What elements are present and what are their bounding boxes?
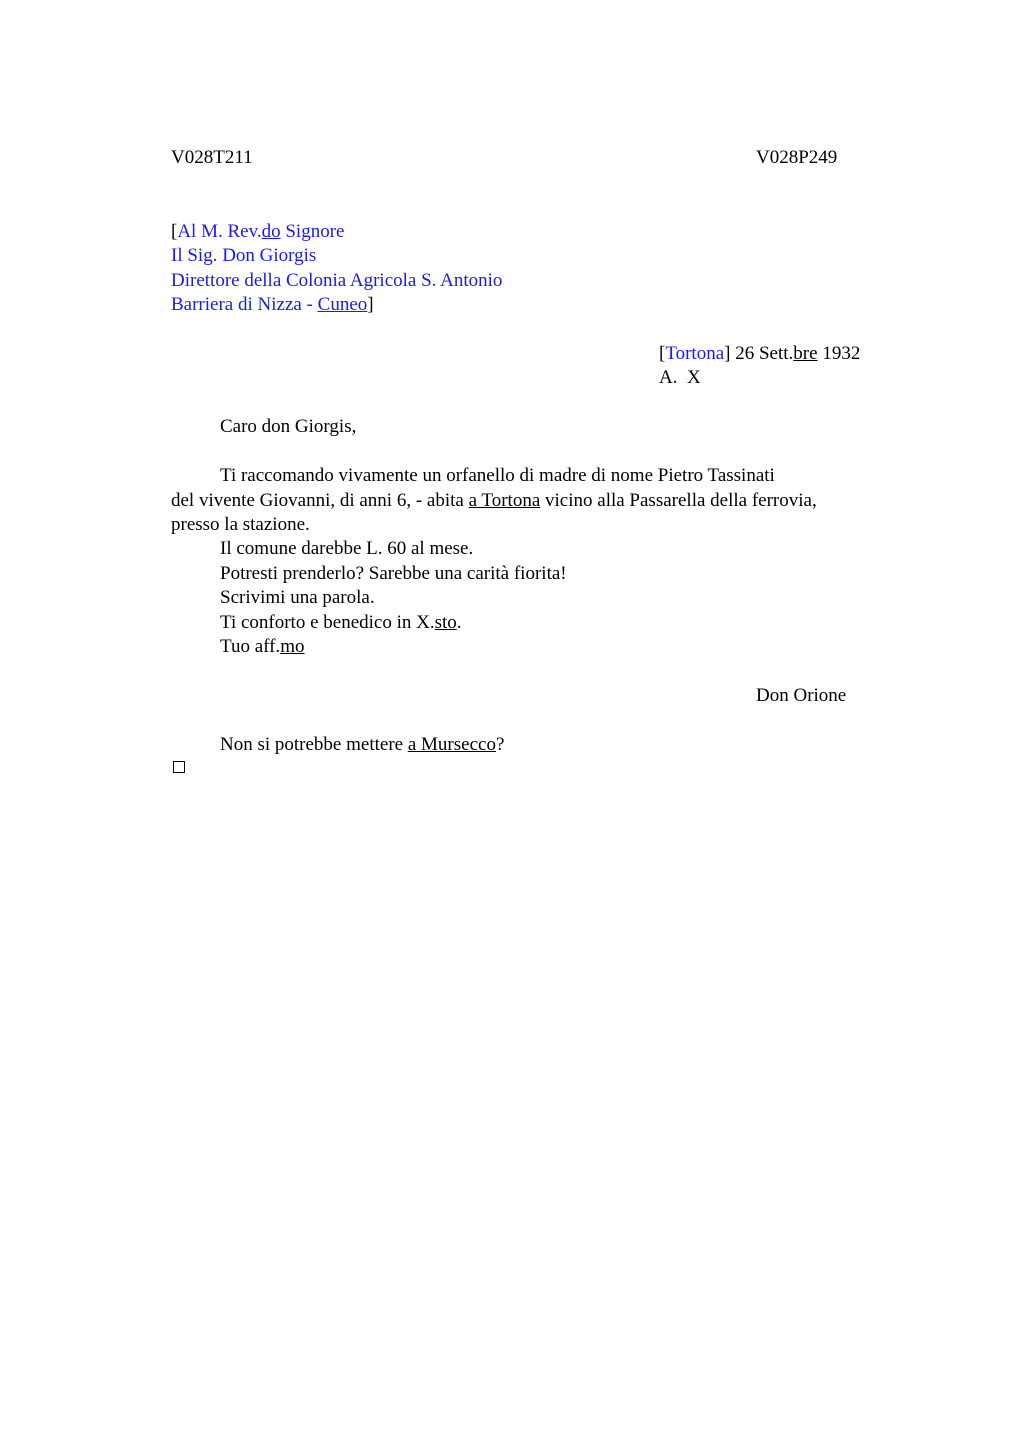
address-line-1	[171, 220, 344, 244]
paragraph-line-3: presso la stazione.	[171, 514, 310, 535]
address-line-3: Direttore della Colonia Agricola S. Antonio	[171, 270, 503, 291]
paragraph-line-2	[171, 489, 817, 513]
address-locality: Barriera di Nizza -	[171, 294, 318, 315]
date-place: Tortona	[665, 343, 725, 364]
document-code-right: V028P249	[756, 147, 838, 168]
body-line-potresti: Potresti prenderlo? Sarebbe una carità fiorita!	[220, 563, 567, 584]
empty-box-icon	[173, 761, 185, 773]
bracket-open: [	[171, 221, 178, 242]
text-span: ?	[495, 734, 505, 755]
date-era: A. X	[659, 367, 701, 388]
text-span: vicino alla Passarella della ferrovia,	[540, 490, 817, 511]
text-span: Tuo aff.	[220, 636, 281, 657]
text-span: Non si potrebbe mettere	[220, 734, 408, 755]
text-span: .	[456, 612, 462, 633]
place-mursecco: a Mursecco	[407, 734, 496, 755]
document-code-left: V028T211	[171, 147, 253, 168]
place-tortona: a Tortona	[468, 490, 541, 511]
body-line-scrivimi: Scrivimi una parola.	[220, 587, 375, 608]
postscript	[220, 733, 504, 757]
date-year: 1932	[817, 343, 861, 364]
signature: Don Orione	[756, 685, 847, 706]
text-span: del vivente Giovanni, di anni 6, - abita	[171, 490, 469, 511]
address-city: Cuneo	[317, 294, 368, 315]
abbr-mo: mo	[280, 636, 305, 657]
address-title-end: Signore	[280, 221, 345, 242]
abbr-sto: sto	[434, 612, 457, 633]
body-line-comune: Il comune darebbe L. 60 al mese.	[220, 538, 474, 559]
address-title: Al M. Rev.	[177, 221, 262, 242]
date-day-month: ] 26 Sett.	[724, 343, 794, 364]
address-line-4	[171, 293, 374, 317]
address-line-2: Il Sig. Don Giorgis	[171, 245, 317, 266]
date-month-abbr: bre	[793, 343, 818, 364]
date-line	[659, 342, 860, 366]
closing	[220, 635, 304, 659]
bracket-open: [	[659, 343, 666, 364]
bracket-close: ]	[367, 294, 374, 315]
address-title-abbr: do	[261, 221, 281, 242]
paragraph-line-1: Ti raccomando vivamente un orfanello di madre di nome Pietro Tassinati	[220, 465, 775, 486]
salutation: Caro don Giorgis,	[220, 416, 357, 437]
text-span: Ti conforto e benedico in X.	[220, 612, 435, 633]
body-line-conforto	[220, 611, 462, 635]
